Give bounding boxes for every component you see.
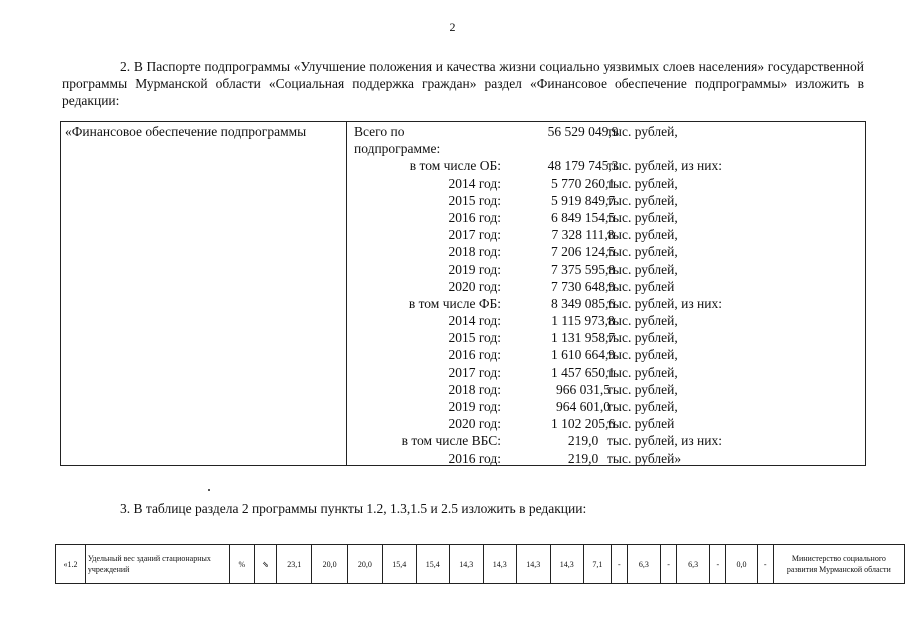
table-row xyxy=(56,545,905,584)
financing-row-unit: тыс. рублей, xyxy=(607,313,678,329)
financing-row-label: 2018 год: xyxy=(448,244,501,260)
financing-row-label: 2017 год: xyxy=(448,227,501,243)
financing-row-value: 56 529 049,9 xyxy=(547,124,619,139)
paragraph-2 xyxy=(62,58,864,109)
financing-row-label: 2017 год: xyxy=(448,364,501,380)
paragraph-2-number: 2. xyxy=(120,59,131,74)
financing-row xyxy=(61,244,867,261)
table-cell: - xyxy=(710,545,726,584)
table-cell: «1.2 xyxy=(56,545,86,584)
financing-row-unit: тыс. рублей xyxy=(607,416,675,432)
financing-row-unit: тыс. рублей, xyxy=(607,175,678,191)
financing-row xyxy=(61,296,867,313)
financing-row-value: 7 328 111,8 xyxy=(551,227,615,243)
paragraph-3-text: В таблице раздела 2 программы пункты 1.2, 1.3,1.5 и 2.5 изложить в редакции: xyxy=(133,501,587,516)
financing-row-value: 1 610 664,9 xyxy=(550,347,616,363)
paragraph-3-number: 3. xyxy=(120,501,131,516)
financing-row-label: в том числе ВБС: xyxy=(401,433,501,449)
financing-row-value: 8 349 085,6 xyxy=(550,295,616,311)
financing-row-unit: тыс. рублей, xyxy=(607,330,678,346)
financing-row-unit: тыс. рублей, xyxy=(607,364,678,380)
table-cell: ⇘ xyxy=(255,545,277,584)
financing-row-value: 1 115 973,8 xyxy=(551,313,615,329)
paragraph-3 xyxy=(62,500,864,517)
financing-row-label: 2020 год: xyxy=(448,416,501,432)
table-cell: 15,4 xyxy=(383,545,417,584)
financing-row-label: подпрограмме: xyxy=(354,141,441,157)
financing-row-label: в том числе ОБ: xyxy=(409,158,501,174)
financing-row-value: 6 849 154,5 xyxy=(550,209,616,225)
financing-row xyxy=(61,416,867,433)
financing-row xyxy=(61,330,867,347)
table-cell: Удельный вес зданий стационарных учреждений xyxy=(85,545,229,584)
program-table xyxy=(55,544,905,584)
financing-row-label: 2014 год: xyxy=(448,175,501,191)
financing-row-value: 5 770 260,1 xyxy=(550,175,616,191)
financing-row-label: 2018 год: xyxy=(448,381,501,397)
financing-rows xyxy=(61,124,867,468)
financing-row-unit: тыс. рублей» xyxy=(607,450,682,466)
financing-row-unit: тыс. рублей, xyxy=(607,399,678,414)
financing-row-unit: тыс. рублей, из них: xyxy=(607,433,722,449)
financing-row-unit: тыс. рублей, xyxy=(607,381,678,397)
financing-row xyxy=(61,193,867,210)
financing-row xyxy=(61,124,867,141)
financing-row-value: 1 131 958,7 xyxy=(550,330,616,346)
table-cell: 14,3 xyxy=(483,545,517,584)
financing-row-value: 7 730 648,9 xyxy=(550,278,616,294)
financing-row xyxy=(61,433,867,450)
financing-row xyxy=(61,382,867,399)
table-cell: - xyxy=(611,545,627,584)
financing-row-label: 2016 год: xyxy=(448,347,501,363)
financing-row-value: 1 102 205,6 xyxy=(550,416,616,432)
financing-row-unit: тыс. рублей, xyxy=(607,209,678,225)
financing-left-label: «Финансовое обеспечение подпрограммы xyxy=(65,124,307,139)
financing-row-value: 964 601,0 xyxy=(556,399,610,414)
financing-row-label: 2016 год: xyxy=(448,450,501,466)
table-cell: 0,0 xyxy=(726,545,757,584)
table-cell: 20,0 xyxy=(312,545,347,584)
table-cell: 6,3 xyxy=(677,545,710,584)
financing-row-unit: тыс. рублей, xyxy=(607,124,678,139)
financing-row-value: 7 206 124,5 xyxy=(550,244,616,260)
financing-row-value: 219,0 xyxy=(567,450,599,466)
financing-row-unit: тыс. рублей, из них: xyxy=(607,295,722,311)
financing-row xyxy=(61,451,867,468)
financing-row-value: 966 031,5 xyxy=(556,381,610,397)
financing-row-value: 7 375 595,8 xyxy=(550,261,616,277)
financing-row xyxy=(61,399,867,416)
financing-row xyxy=(61,176,867,193)
financing-row xyxy=(61,210,867,227)
financing-row-value: 5 919 849,7 xyxy=(550,192,616,208)
financing-row-unit: тыс. рублей, xyxy=(607,192,678,208)
table-cell: 20,0 xyxy=(347,545,382,584)
financing-row xyxy=(61,158,867,175)
table-cell: 14,3 xyxy=(517,545,551,584)
table-cell: 14,3 xyxy=(450,545,484,584)
financing-row-unit: тыс. рублей, xyxy=(607,261,678,277)
financing-row-unit: тыс. рублей, xyxy=(607,227,678,243)
scan-mark xyxy=(208,489,210,491)
paragraph-2-text: В Паспорте подпрограммы «Улучшение положения и качества жизни социально уязвимых слоев населения» государственной программы Мурманской области «Социальная поддержка граждан» раздел «Финансовое обеспечение подпрограммы» изложить в редакции: xyxy=(62,59,864,108)
financing-row-unit: тыс. рублей, из них: xyxy=(607,158,722,174)
table-cell: - xyxy=(660,545,676,584)
financing-row xyxy=(61,141,867,158)
table-cell: - xyxy=(757,545,773,584)
financing-row-value: 48 179 745,3 xyxy=(547,158,619,174)
table-cell: 23,1 xyxy=(277,545,312,584)
table-cell: 6,3 xyxy=(627,545,660,584)
financing-row-label: 2020 год: xyxy=(448,278,501,294)
financing-row-value: 219,0 xyxy=(567,433,599,449)
financing-row-value: 1 457 650,1 xyxy=(550,364,616,380)
financing-row-label: 2016 год: xyxy=(448,209,501,225)
table-cell: 7,1 xyxy=(584,545,612,584)
financing-row-label: 2015 год: xyxy=(448,330,501,346)
page-number: 2 xyxy=(449,20,456,34)
financing-row xyxy=(61,279,867,296)
financing-row-label: 2014 год: xyxy=(448,313,501,329)
financing-row xyxy=(61,365,867,382)
financing-row-unit: тыс. рублей, xyxy=(607,244,678,260)
financing-row-label: в том числе ФБ: xyxy=(408,295,501,311)
table-cell: % xyxy=(229,545,255,584)
table-cell: Министерство социального развития Мурманской области xyxy=(773,545,904,584)
financing-table xyxy=(60,121,866,466)
financing-row xyxy=(61,347,867,364)
financing-row-unit: тыс. рублей xyxy=(607,278,675,294)
financing-row-unit: тыс. рублей, xyxy=(607,347,678,363)
financing-row-label: 2015 год: xyxy=(448,192,501,208)
financing-row-label: 2019 год: xyxy=(448,399,501,414)
financing-row-label: 2019 год: xyxy=(448,261,501,277)
financing-row xyxy=(61,227,867,244)
financing-row xyxy=(61,262,867,279)
financing-row xyxy=(61,313,867,330)
table-cell: 14,3 xyxy=(550,545,584,584)
table-cell: 15,4 xyxy=(416,545,450,584)
financing-row-label: Всего по xyxy=(354,124,405,139)
